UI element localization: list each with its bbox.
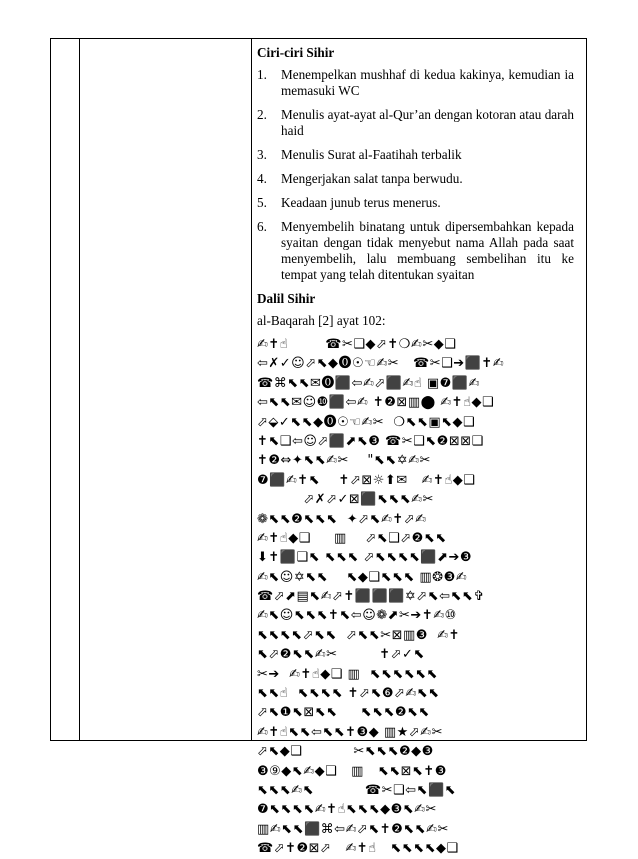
glyph-line: ⬀⬙✓⬉⬉◆⓿☉☜✍✂ ❍⬉⬉▣⬉◆❑: [257, 414, 476, 430]
glyph-line: ▥✍⬉⬉⬛⌘⇦✍⬀⬉✝❷⬉⬉✍✂: [257, 821, 449, 837]
glyph-line: ☎⬀⬈▤⬉✍⬀✝⬛⬛⬛✡⬀⬉⇦⬉⬉✞: [257, 589, 485, 605]
glyph-line: ⬉⬉⬉⬉⬀⬉⬉ ⬀⬉⬉✂⊠▥❸ ✍✝: [257, 627, 460, 643]
list-item: 5. Keadaan junub terus menerus.: [257, 195, 441, 210]
glyph-line: ⬉⬉☝ ⬉⬉⬉⬉ ✝⬀⬉❻⬀✍⬉⬉: [257, 686, 440, 702]
document-table: [50, 38, 587, 857]
glyph-line: ⬉⬀❷⬉⬉✍✂ ✝⬀✓⬉: [257, 647, 425, 663]
glyph-line: ⬀⬉❶⬉⊠⬉⬉ ⬉⬉⬉❷⬉⬉: [257, 705, 430, 721]
glyph-line: ☎⌘⬉⬉✉⓿⬛⇦✍⬀⬛✍☝ ▣❼⬛✍: [257, 375, 480, 391]
dalil-heading: Dalil Sihir: [257, 291, 316, 306]
list-item: 3. Menulis Surat al-Faatihah terbalik: [257, 147, 462, 162]
list-item: 4. Mengerjakan salat tanpa berwudu.: [257, 171, 463, 186]
glyph-line: ⇦⬉⬉✉☺❿⬛⇦✍ ✝❷⊠▥⬤ ✍✝☝◆❑: [257, 395, 495, 411]
glyph-line: ⬉⬉⬉✍⬉ ☎✂❑⇦⬉⬛⬉: [257, 782, 457, 798]
glyph-line: ✍✝☝⬉⬉⇦⬉⬉✝❸◆ ▥★⬀✍✂: [257, 724, 443, 740]
list-item: 1. Menempelkan mushhaf di kedua kakinya, kemudian ia memasuki WC: [257, 67, 574, 98]
dalil-source: al-Baqarah [2] ayat 102:: [257, 313, 386, 328]
glyph-line: ⬇✝⬛❑⬉ ⬉⬉⬉ ⬀⬉⬉⬉⬉⬛⬈➔❸: [257, 550, 473, 566]
content-cell: [257, 43, 574, 859]
glyph-line: ⬀⬉◆❑ ✂⬉⬉⬉❷◆❸: [257, 744, 434, 760]
glyph-line: ❁⬉⬉❷⬉⬉⬉ ✦⬀⬉✍✝⬀✍: [257, 511, 427, 527]
glyph-line: ✍✝☝ ☎✂❑◆⬀✝❍✍✂◆❑: [257, 337, 457, 352]
arabic-verse-glyphs: [257, 335, 574, 859]
column-divider-1: [79, 39, 80, 740]
column-divider-2: [251, 39, 252, 740]
glyph-line: ⇦✗✓☺⬀⬉◆⓿☉☜✍✂ ☎✂❑➔⬛✝✍: [257, 356, 505, 372]
glyph-line: ✝❷⇔✦⬉⬉✍✂ "⬉⬉✡✍✂: [257, 453, 431, 469]
glyph-line: ✝⬉❑⇦☺⬀⬛⬈⬉❸ ☎✂❑⬉❷⊠⊠❑: [257, 433, 484, 449]
glyph-line: ✍⬉☺⬉⬉⬉✝⬉⇦☺❁⬈✂➔✝✍⑩: [257, 608, 457, 624]
glyph-line: ✍⬉☺✡⬉⬉ ⬉◆❑⬉⬉⬉ ▥❂❸✍: [257, 569, 468, 585]
glyph-line: ✂➔ ✍✝☝◆❑ ▥ ⬉⬉⬉⬉⬉⬉: [257, 666, 438, 682]
list-item: 6. Menyembelih binatang untuk dipersembahkan kepada syaitan dengan tidak menyebut nama Allah pada saat menyembelih, lalu membuang sembelihan itu ke tempat yang telah ditentukan syaitan: [257, 219, 574, 282]
glyph-line: ❼⬉⬉⬉⬉✍✝☝⬉⬉⬉◆❸⬉✍✂: [257, 802, 437, 818]
glyph-line: ❸⑨◆⬉✍◆❑ ▥ ⬉⬉⊠⬉✝❸: [257, 763, 447, 779]
glyph-line: ☎⬀✝❷⊠⬀ ✍✝☝ ⬉⬉⬉⬉◆❑: [257, 841, 459, 857]
characteristics-list: [257, 67, 574, 283]
glyph-line: ⬀✗⬀✓⊠⬛⬉⬉⬉✍✂: [257, 492, 434, 508]
list-item: 2. Menulis ayat-ayat al-Qur’an dengan kotoran atau darah haid: [257, 107, 574, 138]
glyph-line: ✍✝☝◆❑ ▥ ⬀⬉❑⬀❷⬉⬉: [257, 530, 447, 546]
section-heading: Ciri-ciri Sihir: [257, 45, 335, 60]
glyph-line: ❼⬛✍✝⬉ ✝⬀⊠☼⬆✉ ✍✝☝◆❑: [257, 472, 476, 488]
